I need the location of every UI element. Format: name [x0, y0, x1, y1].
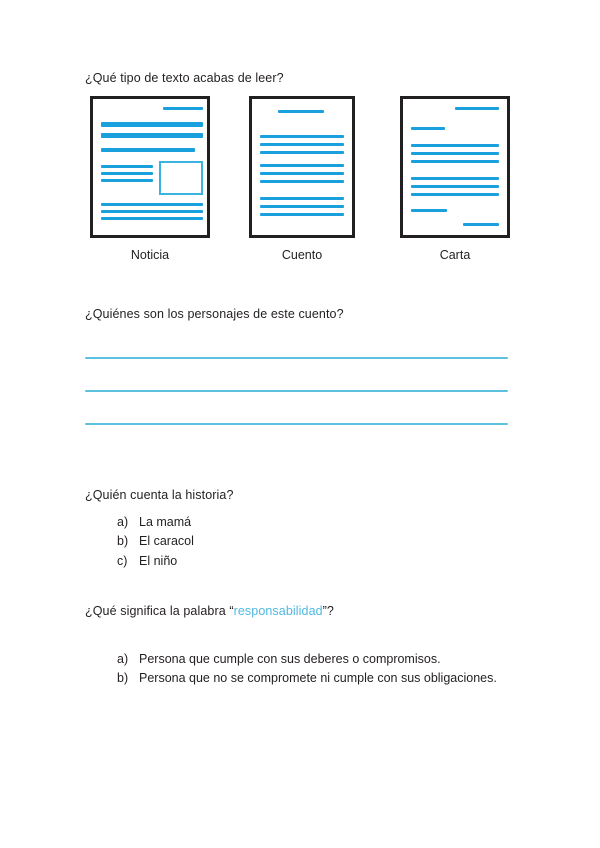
cuento-line-p1-2 [260, 143, 344, 146]
question-4-prompt-after: ”? [322, 604, 334, 618]
cuento-line-p3-2 [260, 205, 344, 208]
noticia-line-headline-1 [101, 122, 203, 127]
option-label: El caracol [139, 534, 194, 549]
cuento-line-p1-3 [260, 151, 344, 154]
question-4-option-a[interactable] [85, 650, 497, 669]
carta-line-closing [411, 209, 447, 212]
carta-sheet [400, 96, 510, 238]
question-4-options [85, 650, 497, 689]
cuento-sheet [249, 96, 355, 238]
carta-line-p2-2 [411, 185, 499, 188]
document-option-cuento[interactable] [249, 96, 355, 262]
option-label: Persona que no se compromete ni cumple con sus obligaciones. [139, 671, 497, 686]
cuento-line-p3-3 [260, 213, 344, 216]
question-4-prompt [85, 603, 334, 620]
document-caption-cuento: Cuento [281, 248, 323, 262]
question-2-prompt: ¿Quiénes son los personajes de este cuento? [85, 307, 344, 321]
question-4-prompt-before: ¿Qué significa la palabra “ [85, 604, 234, 618]
noticia-image-placeholder [159, 161, 203, 195]
question-3-option-b[interactable] [85, 532, 194, 551]
carta-line-p1-2 [411, 152, 499, 155]
noticia-line-body-a1 [101, 165, 153, 168]
question-4-highlight-word: responsabilidad [233, 604, 323, 618]
answer-line-3[interactable] [85, 423, 508, 425]
noticia-line-body-a3 [101, 179, 153, 182]
option-label: El niño [139, 553, 178, 568]
noticia-line-subhead [101, 148, 195, 152]
document-caption-carta: Carta [439, 248, 471, 262]
option-key: b) [117, 671, 129, 686]
carta-line-p2-3 [411, 193, 499, 196]
answer-gap-2 [85, 392, 508, 423]
option-label: La mamá [139, 515, 192, 529]
cuento-line-p2-3 [260, 180, 344, 183]
document-option-noticia[interactable] [90, 96, 210, 262]
noticia-line-body-b3 [101, 217, 203, 220]
carta-line-greeting [411, 127, 445, 130]
option-key: c) [117, 553, 128, 568]
option-key: a) [117, 515, 129, 529]
cuento-line-p3-1 [260, 197, 344, 200]
question-3-options [85, 513, 194, 571]
answer-gap-1 [85, 359, 508, 390]
document-option-carta[interactable] [400, 96, 510, 262]
question-3-option-a[interactable] [85, 513, 194, 532]
noticia-line-body-a2 [101, 172, 153, 175]
carta-line-signature [463, 223, 499, 226]
document-caption-noticia: Noticia [130, 248, 170, 262]
cuento-line-p1-1 [260, 135, 344, 138]
noticia-line-headline-2 [101, 133, 203, 138]
question-3-option-c[interactable] [85, 552, 194, 571]
carta-line-p1-1 [411, 144, 499, 147]
document-type-illustrations [0, 96, 600, 271]
carta-line-p2-1 [411, 177, 499, 180]
question-2-answer-area[interactable] [85, 357, 508, 425]
option-label: Persona que cumple con sus deberes o compromisos. [139, 652, 441, 666]
cuento-line-p2-1 [260, 164, 344, 167]
cuento-line-p2-2 [260, 172, 344, 175]
noticia-line-kicker [163, 107, 203, 110]
noticia-sheet [90, 96, 210, 238]
carta-line-date [455, 107, 499, 110]
question-1-prompt: ¿Qué tipo de texto acabas de leer? [85, 71, 284, 85]
option-key: a) [117, 652, 129, 666]
noticia-line-body-b1 [101, 203, 203, 206]
noticia-line-body-b2 [101, 210, 203, 213]
question-3-prompt: ¿Quién cuenta la historia? [85, 488, 234, 502]
question-4-option-b[interactable] [85, 669, 497, 688]
option-key: b) [117, 534, 129, 549]
cuento-line-title [278, 110, 324, 113]
carta-line-p1-3 [411, 160, 499, 163]
